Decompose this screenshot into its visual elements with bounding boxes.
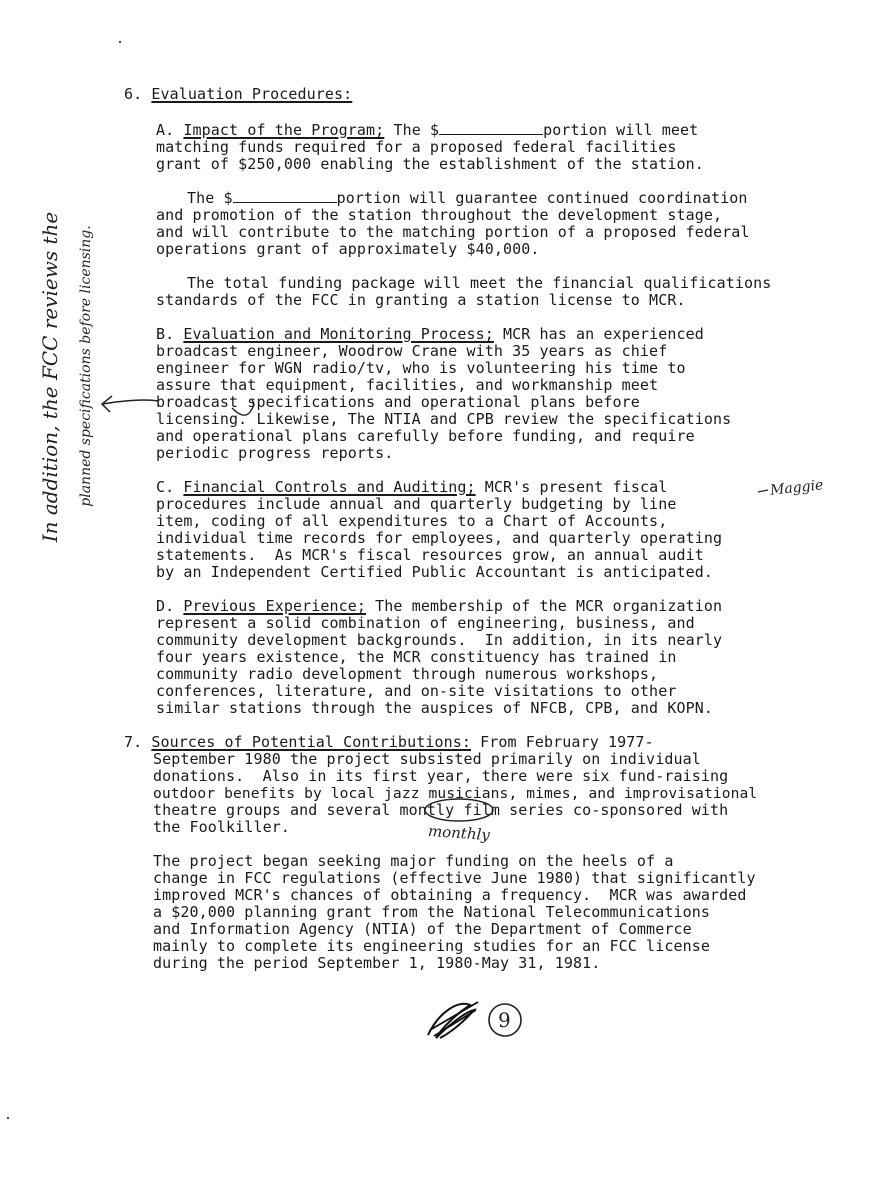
section-7-line-5: theatre groups and several montly film series co-sponsored with — [153, 801, 729, 819]
section-title: Evaluation Procedures: — [151, 85, 353, 103]
arrow-mark — [102, 400, 158, 404]
para-b-line-2: broadcast engineer, Woodrow Crane with 35 years as chief — [156, 342, 668, 360]
section-7-p2-line-3: improved MCR's chances of obtaining a frequency. MCR was awarded — [153, 886, 747, 904]
section-7-p2-line-5: and Information Agency (NTIA) of the Department of Commerce — [153, 920, 692, 938]
text: The $ — [393, 121, 440, 139]
para-c-line-3: item, coding of all expenditures to a Chart of Accounts, — [156, 512, 668, 530]
text: From February 1977- — [480, 733, 654, 751]
item-title: Impact of the Program; — [183, 121, 385, 139]
section-7-line-6: the Foolkiller. — [153, 818, 290, 836]
dash-mark — [758, 490, 768, 492]
section-7-line-4: outdoor benefits by local jazz musicians, mimes, and improvisational — [153, 785, 758, 802]
section-number: 6. — [124, 85, 143, 103]
section-7-line-2: September 1980 the project subsisted primarily on individual — [153, 750, 701, 768]
handwritten-margin-name: Maggie — [769, 477, 825, 499]
item-title: Previous Experience; — [183, 597, 367, 615]
section-7-p2-line-6: mainly to complete its engineering studies for an FCC license — [153, 937, 710, 955]
para-c-line-4: individual time records for employees, and quarterly operating — [156, 529, 723, 547]
handwritten-margin-note-line-2: planned specifications before licensing. — [78, 225, 94, 507]
page-number-circle-mark — [489, 1004, 521, 1036]
caret-mark — [232, 400, 254, 415]
section-7-line-3: donations. Also in its first year, there were six fund-raising — [153, 767, 729, 785]
handwritten-correction-monthly: monthly — [427, 821, 491, 845]
section-7-p2-line-4: a $20,000 planning grant from the National Telecommunications — [153, 903, 710, 921]
item-letter: C. — [156, 478, 175, 496]
para-c-line-6: by an Independent Certified Public Accountant is anticipated. — [156, 563, 713, 581]
section-7-p2-line-2: change in FCC regulations (effective June 1980) that significantly — [153, 869, 756, 887]
para-b-line-6: licensing. Likewise, The NTIA and CPB review the specifications — [156, 410, 732, 428]
circle-mark — [425, 799, 493, 821]
para-a2-line-3: and will contribute to the matching portion of a proposed federal — [156, 223, 750, 241]
para-a3-line-2: standards of the FCC in granting a station license to MCR. — [156, 291, 686, 309]
handwritten-page-number: 9 — [498, 1008, 511, 1032]
text: The $ — [187, 189, 233, 207]
para-d-line-5: community radio development through numerous workshops, — [156, 665, 659, 683]
text: portion will meet — [543, 121, 699, 139]
para-a-line-3: grant of $250,000 enabling the establishment of the station. — [156, 155, 704, 173]
text: The membership of the MCR organization — [375, 597, 723, 615]
para-c-line-2: procedures include annual and quarterly budgeting by line — [156, 495, 677, 513]
para-b-line-8: periodic progress reports. — [156, 444, 394, 462]
para-d-line-6: conferences, literature, and on-site visitations to other — [156, 682, 677, 700]
para-a-line-2: matching funds required for a proposed federal facilities — [156, 138, 677, 156]
handwritten-margin-note-line-1: In addition, the FCC reviews the — [38, 211, 62, 543]
text: MCR has an experienced — [503, 325, 704, 343]
para-a3-line-1: The total funding package will meet the financial qualifications — [187, 274, 772, 292]
para-b-line-5: broadcast specifications and operational plans before — [156, 393, 640, 411]
para-d-line-3: community development backgrounds. In addition, in its nearly — [156, 631, 723, 649]
section-7-p2-line-7: during the period September 1, 1980-May 31, 1981. — [153, 954, 601, 972]
para-a2-line-4: operations grant of approximately $40,000. — [156, 240, 540, 258]
para-b-line-7: and operational plans carefully before funding, and require — [156, 427, 695, 445]
section-7-p2-line-1: The project began seeking major funding on the heels of a — [153, 852, 674, 870]
para-c-line-5: statements. As MCR's fiscal resources grow, an annual audit — [156, 546, 704, 564]
item-title: Evaluation and Monitoring Process; — [183, 325, 494, 343]
item-letter: D. — [156, 597, 175, 615]
para-a2-line-2: and promotion of the station throughout the development stage, — [156, 206, 723, 224]
item-title: Financial Controls and Auditing; — [183, 478, 476, 496]
para-b-line-4: assure that equipment, facilities, and workmanship meet — [156, 376, 659, 394]
speck-mark — [7, 1117, 9, 1119]
para-d-line-4: four years existence, the MCR constituency has trained in — [156, 648, 677, 666]
para-d-line-2: represent a solid combination of engineering, business, and — [156, 614, 695, 632]
para-b-line-3: engineer for WGN radio/tv, who is volunteering his time to — [156, 359, 686, 377]
item-letter: B. — [156, 325, 175, 343]
text: portion will guarantee continued coordination — [336, 189, 748, 207]
text: MCR's present fiscal — [484, 478, 668, 496]
speck-mark — [119, 41, 121, 43]
para-d-line-7: similar stations through the auspices of NFCB, CPB, and KOPN. — [156, 699, 713, 717]
section-title: Sources of Potential Contributions: — [151, 733, 471, 751]
item-letter: A. — [156, 121, 175, 139]
section-number: 7. — [124, 733, 143, 751]
